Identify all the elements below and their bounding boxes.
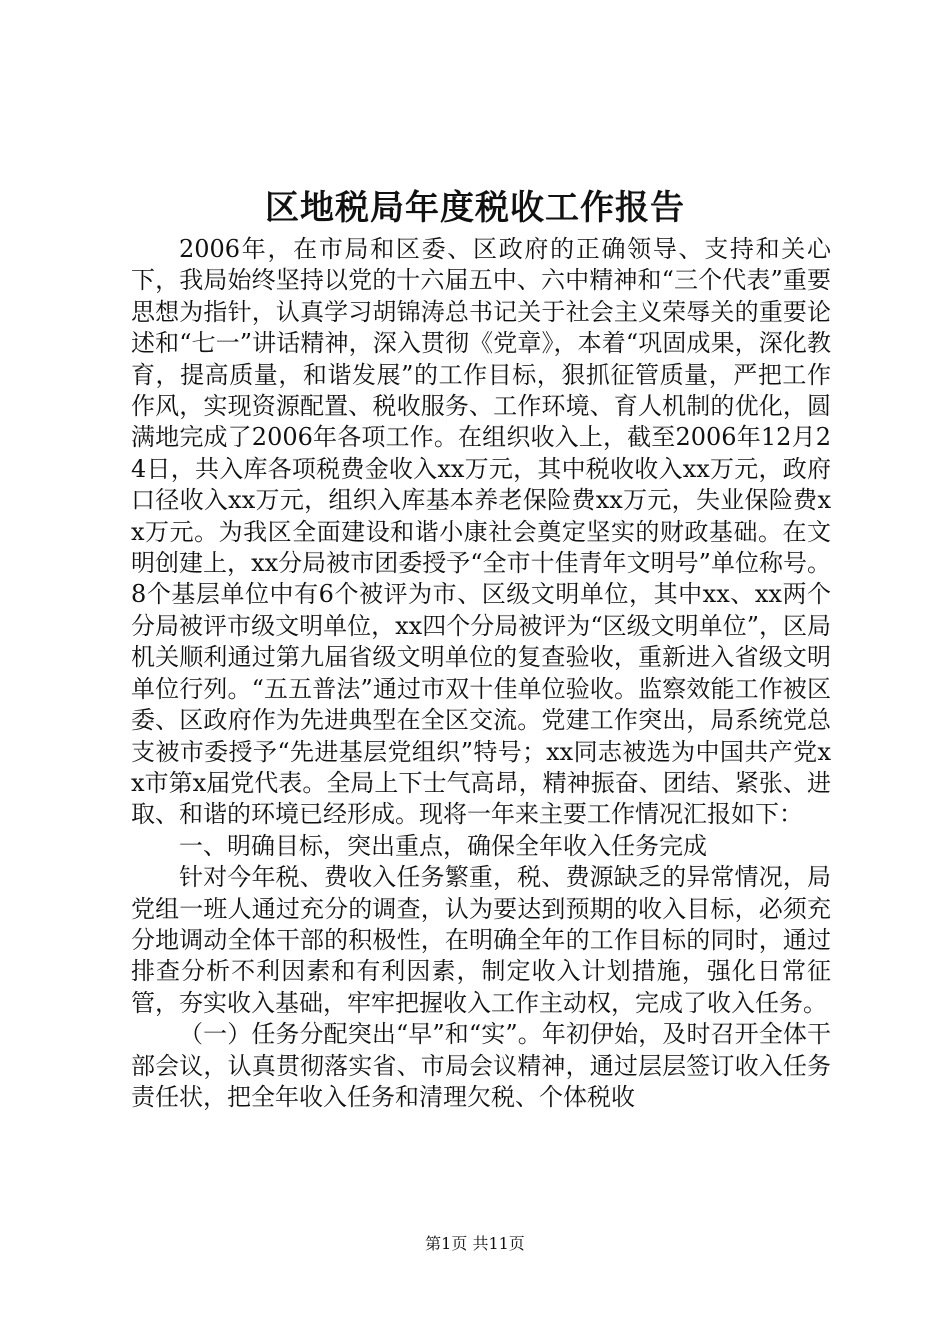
document-body [131, 234, 831, 1113]
paragraph-subsection-1: （一）任务分配突出“早”和“实”。年初伊始，及时召开全体干部会议，认真贯彻落实省、市局会议精神，通过层层签订收入任务责任状，把全年收入任务和清理欠税、个体税收 [131, 1020, 831, 1111]
paragraph-section-1: 针对今年税、费收入任务繁重，税、费源缺乏的异常情况，局党组一班人通过充分的调查，认为要达到预期的收入目标，必须充分地调动全体干部的积极性，在明确全年的工作目标的同时，通过排查分析不利因素和有利因素，制定收入计划措施，强化日常征管，夯实收入基础，牢牢把握收入工作主动权，完成了收入任务。 [131, 863, 831, 1017]
section-heading-1: 一、明确目标，突出重点，确保全年收入任务完成 [179, 831, 707, 860]
paragraph-intro: 2006年，在市局和区委、区政府的正确领导、支持和关心下，我局始终坚持以党的十六届五中、六中精神和“三个代表”重要思想为指针，认真学习胡锦涛总书记关于社会主义荣辱关的重要论述和“七一”讲话精神，深入贯彻《党章》，本着“巩固成果，深化教育，提高质量，和谐发展”的工作目标，狠抓征管质量，严把工作作风，实现资源配置、税收服务、工作环境、育人机制的优化，圆满地完成了2006年各项工作。在组织收入上，截至2006年12月24日，共入库各项税费金收入xx万元，其中税收收入xx万元，政府口径收入xx万元，组织入库基本养老保险费xx万元，失业保险费xx万元。为我区全面建设和谐小康社会奠定坚实的财政基础。在文明创建上，xx分局被市团委授予“全市十佳青年文明号”单位称号。8个基层单位中有6个被评为市、区级文明单位，其中xx、xx两个分局被评市级文明单位，xx四个分局被评为“区级文明单位”，区局机关顺利通过第九届省级文明单位的复查验收，重新进入省级文明单位行列。“五五普法”通过市双十佳单位验收。监察效能工作被区委、区政府作为先进典型在全区交流。党建工作突出，局系统党总支被市委授予“先进基层党组织”特号；xx同志被选为中国共产党xx市第x届党代表。全局上下士气高昂，精神振奋、团结、紧张、进取、和谐的环境已经形成。现将一年来主要工作情况汇报如下： [131, 235, 831, 829]
document-title: 区地税局年度税收工作报告 [265, 188, 685, 228]
page-number-footer: 第1页 共11页 [425, 1234, 525, 1253]
